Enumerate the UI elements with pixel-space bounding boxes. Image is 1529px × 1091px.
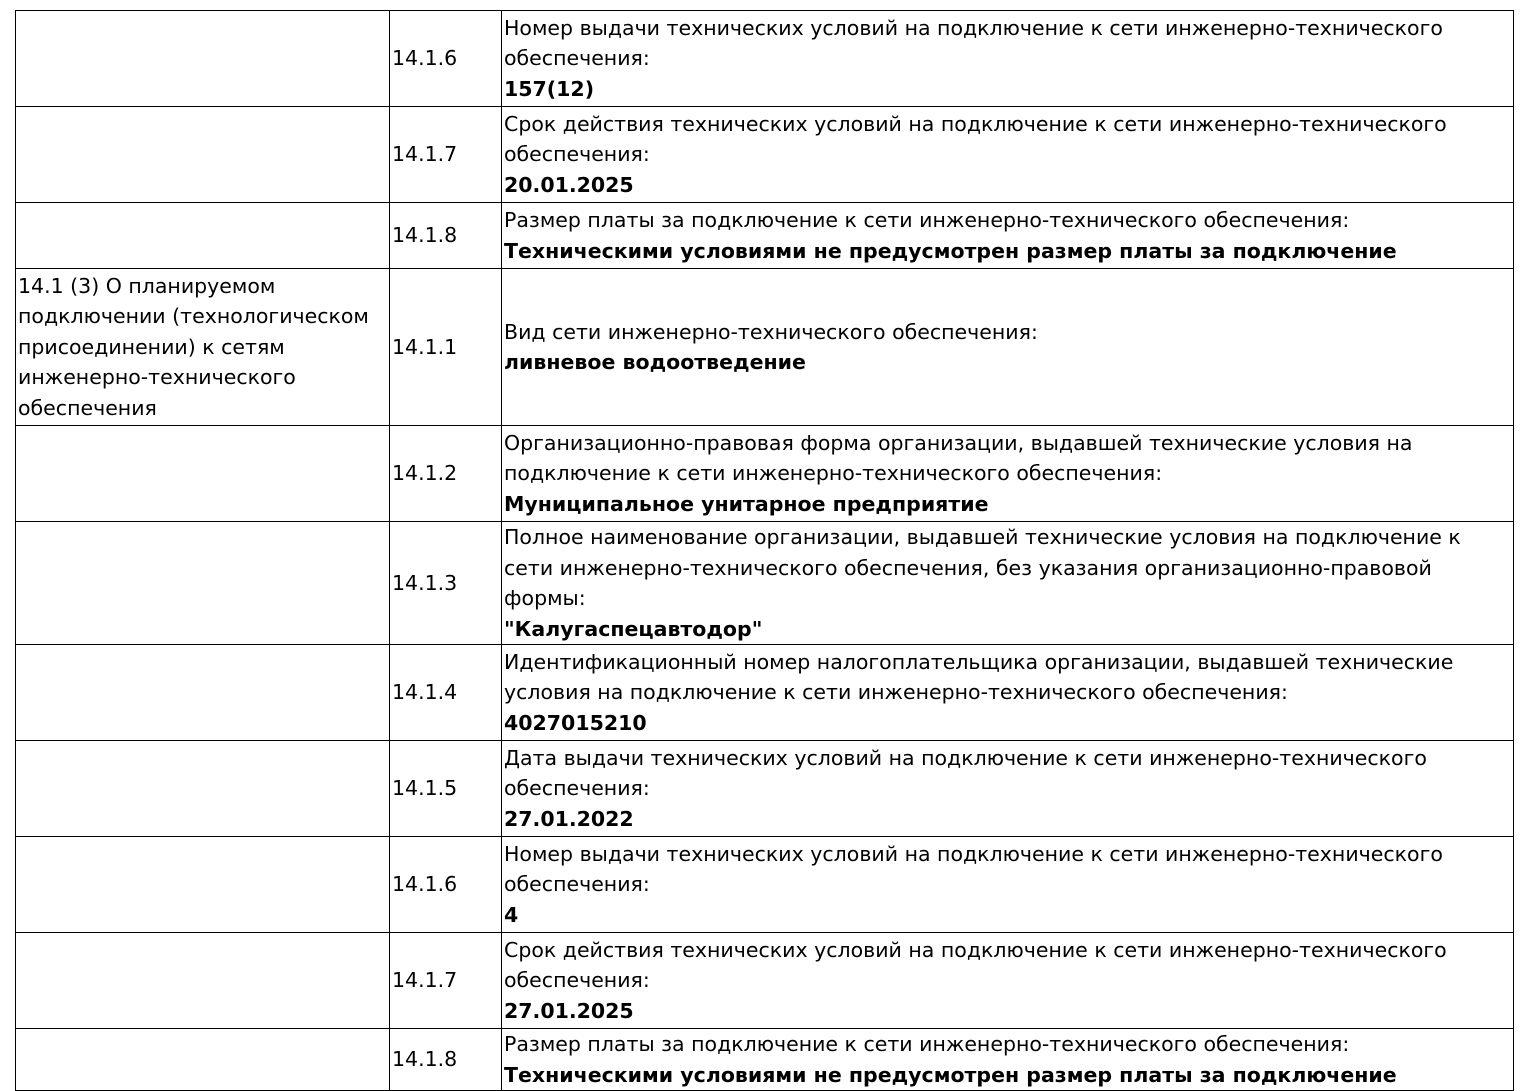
- section-cell: [16, 426, 390, 522]
- item-value: 27.01.2022: [504, 806, 634, 831]
- item-code: 14.1.5: [390, 741, 502, 837]
- item-text-cell: [502, 741, 1514, 837]
- section-cell: [16, 1029, 390, 1091]
- item-value: ливневое водоотведение: [504, 350, 806, 374]
- item-value: Муниципальное унитарное предприятие: [504, 491, 989, 516]
- item-label: Размер платы за подключение к сети инженерно-технического обеспечения:: [504, 1032, 1350, 1056]
- item-label: Полное наименование организации, выдавшей технические условия на подключение к сети инженерно-технического обеспечения, без указания организационно-правовой формы:: [504, 525, 1461, 610]
- item-text-cell: [502, 645, 1514, 741]
- item-label: Идентификационный номер налогоплательщика организации, выдавшей технические условия на подключение к сети инженерно-технического обеспечения:: [504, 649, 1454, 705]
- section-cell: [16, 522, 390, 645]
- table-row: [16, 1029, 1514, 1091]
- item-label: Размер платы за подключение к сети инженерно-технического обеспечения:: [504, 208, 1350, 232]
- item-label: Срок действия технических условий на подключение к сети инженерно-технического обеспечения:: [504, 111, 1447, 167]
- table-row: [16, 645, 1514, 741]
- table-row: [16, 933, 1514, 1029]
- section-cell: [16, 741, 390, 837]
- section-cell: [16, 203, 390, 269]
- item-text-cell: [502, 522, 1514, 645]
- item-code: 14.1.8: [390, 1029, 502, 1091]
- item-code: 14.1.4: [390, 645, 502, 741]
- table-row: [16, 11, 1514, 107]
- item-code: 14.1.6: [390, 11, 502, 107]
- section-cell: [16, 645, 390, 741]
- item-label: Организационно-правовая форма организации, выдавшей технические условия на подключение к сети инженерно-технического обеспечения:: [504, 430, 1413, 486]
- item-label: Дата выдачи технических условий на подключение к сети инженерно-технического обеспечения:: [504, 745, 1427, 801]
- item-code: 14.1.2: [390, 426, 502, 522]
- item-text-cell: [502, 837, 1514, 933]
- item-text-cell: [502, 203, 1514, 269]
- item-value: 27.01.2025: [504, 998, 634, 1023]
- item-label: Вид сети инженерно-технического обеспечения:: [504, 319, 1038, 344]
- item-text-cell: [502, 933, 1514, 1029]
- table-row: [16, 522, 1514, 645]
- table-row: [16, 426, 1514, 522]
- item-value: Техническими условиями не предусмотрен размер платы за подключение: [504, 238, 1397, 263]
- item-text-cell: [502, 11, 1514, 107]
- item-code: 14.1.7: [390, 933, 502, 1029]
- section-cell: [16, 837, 390, 933]
- item-text-cell: [502, 269, 1514, 426]
- item-code: 14.1.8: [390, 203, 502, 269]
- table-row: [16, 107, 1514, 203]
- item-code: 14.1.6: [390, 837, 502, 933]
- item-value: 4027015210: [504, 710, 647, 735]
- table-row: [16, 269, 1514, 426]
- table-row: [16, 837, 1514, 933]
- item-text-cell: [502, 107, 1514, 203]
- table-row: [16, 741, 1514, 837]
- item-value: "Калугаспецавтодор": [504, 616, 763, 641]
- table-row: [16, 203, 1514, 269]
- item-code: 14.1.3: [390, 522, 502, 645]
- section-title: 14.1 (3) О планируемом подключении (технологическом присоединении) к сетям инженерно-технического обеспечения: [16, 269, 390, 426]
- item-value: Техническими условиями не предусмотрен размер платы за подключение: [504, 1062, 1397, 1087]
- item-label: Срок действия технических условий на подключение к сети инженерно-технического обеспечения:: [504, 937, 1447, 993]
- section-cell: [16, 11, 390, 107]
- item-value: 157(12): [504, 76, 595, 101]
- item-code: 14.1.1: [390, 269, 502, 426]
- item-text-cell: [502, 1029, 1514, 1091]
- item-label: Номер выдачи технических условий на подключение к сети инженерно-технического обеспечения:: [504, 15, 1443, 71]
- section-cell: [16, 107, 390, 203]
- item-text-cell: [502, 426, 1514, 522]
- item-value: 4: [504, 902, 519, 927]
- item-label: Номер выдачи технических условий на подключение к сети инженерно-технического обеспечения:: [504, 841, 1443, 897]
- section-cell: [16, 933, 390, 1029]
- item-value: 20.01.2025: [504, 172, 634, 197]
- item-code: 14.1.7: [390, 107, 502, 203]
- document-table: [15, 10, 1514, 1091]
